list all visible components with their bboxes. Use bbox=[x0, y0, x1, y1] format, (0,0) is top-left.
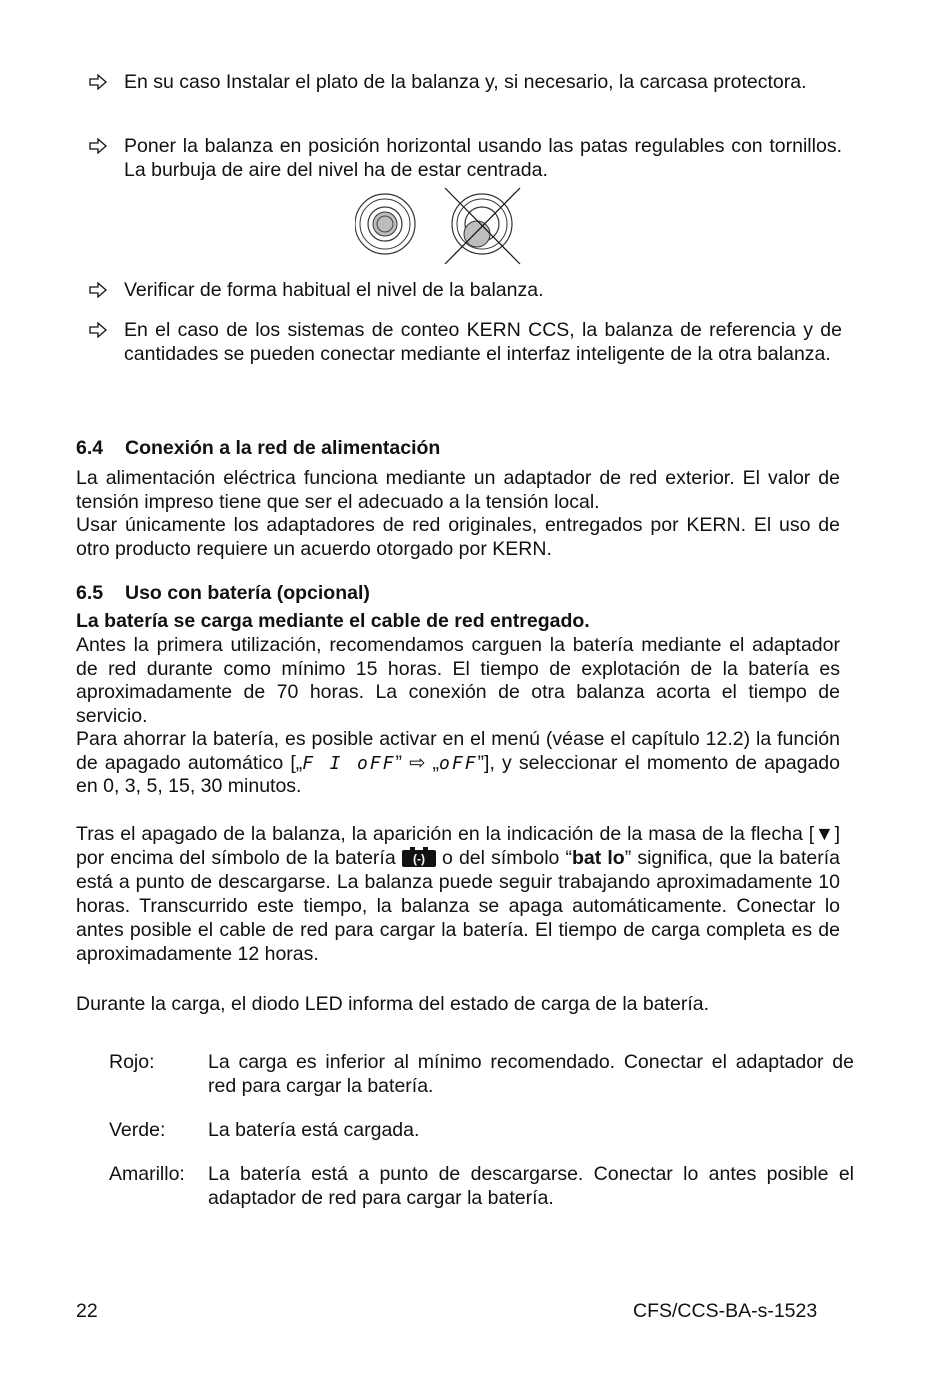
paragraph-battery-usage bbox=[76, 634, 840, 799]
bullet-level-balance bbox=[88, 135, 842, 182]
paragraph-power-supply bbox=[76, 467, 840, 561]
bullet-ccs-systems bbox=[88, 319, 842, 366]
led-state-desc: La batería está cargada. bbox=[208, 1119, 420, 1141]
paragraph-text: Tras el apagado de la balanza, la aparición en la indicación de la masa de la flecha [▼] por encima del símbolo de la batería bbox=[76, 823, 840, 869]
paragraph-text: ” ⇨ „ bbox=[395, 751, 440, 774]
led-state-term: Amarillo: bbox=[109, 1163, 185, 1185]
section-title: Conexión a la red de alimentación bbox=[125, 437, 441, 459]
battery-symbol-label: (-) bbox=[412, 852, 425, 866]
paragraph-low-battery bbox=[76, 822, 840, 966]
led-state-term: Verde: bbox=[109, 1119, 166, 1141]
level-bubble-figure bbox=[355, 186, 525, 266]
level-correct-icon bbox=[355, 194, 415, 254]
battery-icon bbox=[402, 847, 436, 867]
paragraph-text: ”], y seleccionar el momento de apagado en 0, 3, 5, 15, 30 minutos. bbox=[76, 751, 840, 797]
bat-lo-label: bat lo bbox=[572, 847, 625, 869]
bullet-text: Poner la balanza en posición horizontal usando las patas regulables con tornillos. La burbuja de aire del nivel ha de estar centrada. bbox=[124, 135, 842, 181]
section-heading-6-5 bbox=[76, 582, 370, 606]
lcd-option-code: oFF bbox=[439, 752, 478, 774]
section-number: 6.5 bbox=[76, 582, 104, 604]
paragraph-led-intro: Durante la carga, el diodo LED informa del estado de carga de la batería. bbox=[76, 993, 710, 1015]
paragraph-text: La alimentación eléctrica funciona mediante un adaptador de red exterior. El valor de tensión impreso tiene que ser el adecuado a la tensión local. bbox=[76, 467, 840, 513]
led-state-green bbox=[109, 1119, 854, 1143]
paragraph-text: Para ahorrar la batería, es posible activar en el menú (véase el capítulo 12.2) la función de apagado automático [„ bbox=[76, 728, 840, 774]
paragraph-text: o del símbolo “ bbox=[441, 847, 572, 869]
arrow-right-icon bbox=[88, 136, 108, 156]
bullet-verify-level bbox=[88, 279, 842, 303]
led-state-yellow bbox=[109, 1163, 854, 1210]
arrow-right-icon bbox=[88, 280, 108, 300]
section-heading-6-4 bbox=[76, 437, 440, 461]
bullet-text: En su caso Instalar el plato de la balanza y, si necesario, la carcasa protectora. bbox=[124, 71, 807, 93]
bullet-text: Verificar de forma habitual el nivel de la balanza. bbox=[124, 279, 544, 301]
arrow-right-icon bbox=[88, 320, 108, 340]
lcd-menu-code: F I oFF bbox=[302, 752, 396, 774]
led-state-term: Rojo: bbox=[109, 1051, 155, 1073]
paragraph-text: Antes la primera utilización, recomendamos carguen la batería mediante el adaptador de red durante como mínimo 15 horas. El tiempo de explotación de la batería es aproximadamente de 70 horas. La conexión de otra balanza acorta el tiempo de servicio. bbox=[76, 634, 840, 727]
section-number: 6.4 bbox=[76, 437, 104, 459]
section-subtitle: La batería se carga mediante el cable de red entregado. bbox=[76, 610, 590, 632]
bullet-text: En el caso de los sistemas de conteo KERN CCS, la balanza de referencia y de cantidades se pueden conectar mediante el interfaz inteligente de la otra balanza. bbox=[124, 319, 842, 365]
level-incorrect-icon bbox=[445, 188, 520, 264]
arrow-right-icon bbox=[88, 72, 108, 92]
section-title: Uso con batería (opcional) bbox=[125, 582, 370, 604]
led-state-desc: La batería está a punto de descargarse. Conectar lo antes posible el adaptador de red para cargar la batería. bbox=[208, 1163, 854, 1209]
document-code: CFS/CCS-BA-s-1523 bbox=[633, 1300, 818, 1322]
bullet-install-plate bbox=[88, 71, 842, 95]
page-number: 22 bbox=[76, 1300, 98, 1322]
led-state-red bbox=[109, 1051, 854, 1098]
paragraph-text: ” significa, que la batería está a punto de descargarse. La balanza puede seguir trabajando aproximadamente 10 horas. Transcurrido este tiempo, la balanza se apaga automáticamente. Conectar lo antes posible el cable de red para cargar la batería. El tiempo de carga completa es de aproximadamente 12 horas. bbox=[76, 847, 841, 965]
led-state-desc: La carga es inferior al mínimo recomendado. Conectar el adaptador de red para cargar la batería. bbox=[208, 1051, 854, 1097]
paragraph-text: Usar únicamente los adaptadores de red originales, entregados por KERN. El uso de otro producto requiere un acuerdo otorgado por KERN. bbox=[76, 514, 840, 560]
